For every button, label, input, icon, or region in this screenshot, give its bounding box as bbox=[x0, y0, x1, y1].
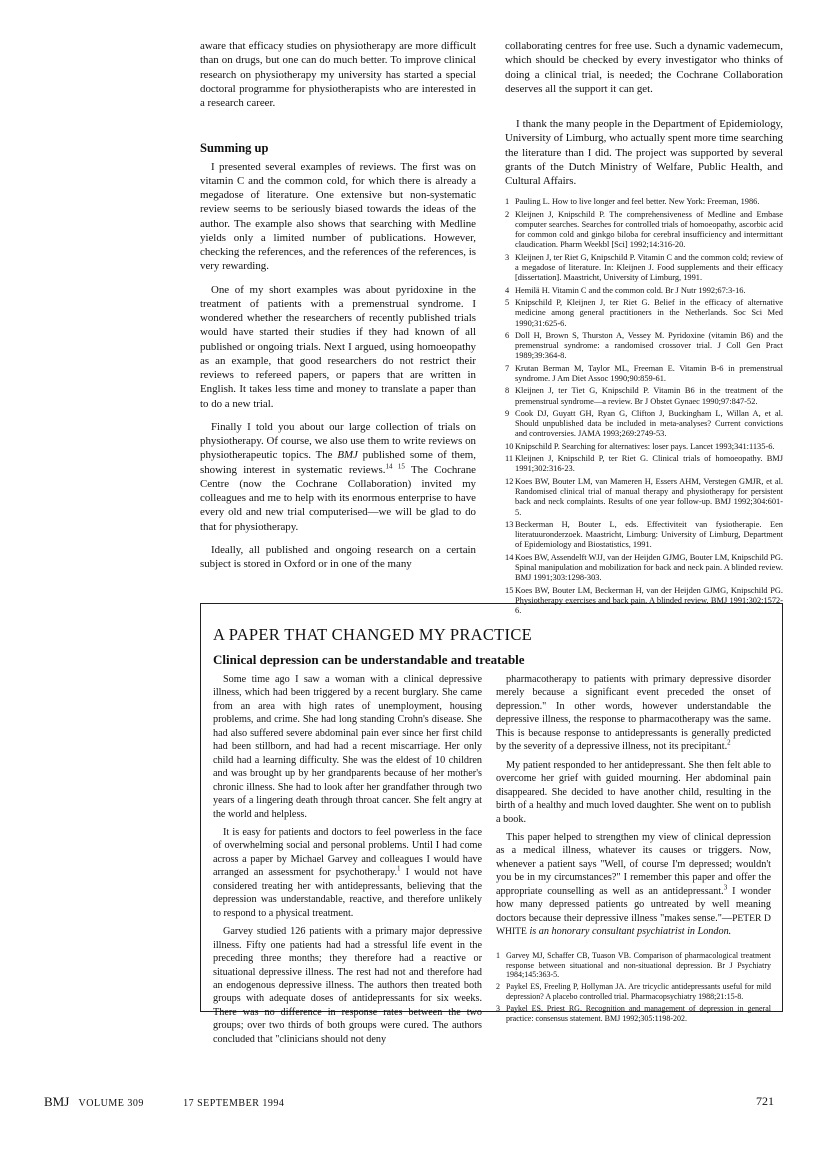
feature-right-column bbox=[496, 673, 771, 1026]
feature-paragraph-3: Garvey studied 126 patients with a primary major depressive illness. Fifty one patients had had a stressful life event in the preceding three months; they therefore had a reactive or situational depressive illness. The rest had not and therefore had an endogenous depressive illness. The authors then treated both groups with adequate doses of antidepressants for six weeks. There was no difference in response rates between the two groups; over two thirds of both groups were cured. The authors concluded that "clinicians should not deny bbox=[213, 926, 482, 1045]
feature-title: A PAPER THAT CHANGED MY PRACTICE bbox=[213, 625, 533, 644]
reference-item bbox=[505, 286, 783, 296]
reference-number: 1 bbox=[505, 197, 510, 207]
citation-superscript: 3 bbox=[723, 883, 728, 892]
reference-item bbox=[505, 364, 783, 385]
feature-paragraph-5: My patient responded to her antidepressant. She then felt able to overcome her grief with guided mourning. Her abdominal pain disappeared. She decided to have another child, resulting in the birth of a healthy and much loved daughter. She went on to publish a book. bbox=[496, 759, 771, 825]
reference-item bbox=[505, 197, 783, 207]
reference-item bbox=[505, 553, 783, 584]
reference-text: Pauling L. How to live longer and feel better. New York: Freeman, 1986. bbox=[515, 197, 760, 207]
paragraph-summing-up-2: One of my short examples was about pyridoxine in the treatment of patients with a premenstrual syndrome. I wondered whether the researchers of recently published trials would have started their studies if they had known of all published or ongoing trials. Next I argued, using homoeopathy as an example, that good researchers do not restrict their reviews to refereed papers, or papers that are written in English. It takes less time and money to translate a paper than to do a new trial. bbox=[200, 283, 476, 410]
feature-paragraph-6: This paper helped to strengthen my view of clinical depression as a medical illness, whatever its causes or triggers. Now, whenever a patient says "Well, of course I'm depressed; wouldn't you be in my circumstances?" I remember this paper and offer the appropriate counselling as well as an antidepressant.$^3$ I wonder how many depressed patients go untreated by well meaning doctors because their depressive illness "makes sense."—PETER D WHITE is an honorary consultant psychiatrist in London. bbox=[496, 831, 771, 938]
reference-number: 2 bbox=[496, 982, 500, 992]
reference-number: 3 bbox=[505, 252, 510, 262]
reference-text: Koes BW, Bouter LM, van Mameren H, Essers AHM, Verstegen GMJR, et al. Randomised clinical trial of manual therapy and physiotherapy for persistent back and neck complaints. Results of one year follow-up. BMJ 1992;304:601-5. bbox=[515, 476, 783, 517]
reference-number: 10 bbox=[505, 441, 514, 451]
paragraph-summing-up-4: Ideally, all published and ongoing research on a certain subject is stored in Oxford or in one of the many bbox=[200, 543, 476, 570]
reference-text: Kleijnen J, Knipschild P, ter Riet G. Clinical trials of homoeopathy. BMJ 1991;302:316-23. bbox=[515, 454, 783, 474]
citation-superscript: 1 bbox=[397, 864, 401, 873]
right-column bbox=[505, 39, 783, 619]
reference-text: Beckerman H, Bouter L, eds. Effectiviteit van fysiotherapie. Een literatuuronderzoek. Maastricht, Limburg: University of Limburg, Department of Epidemiology and Biostatistics, 1991. bbox=[515, 519, 783, 550]
reference-text: Garvey MJ, Schaffer CB, Tuason VB. Comparison of pharmacological treatment response between situational and non-situational depression. Br J Psychiatry 1984;145:363-5. bbox=[506, 950, 771, 980]
reference-text: Paykel ES, Freeling P, Hollyman JA. Are tricyclic antidepressants useful for mild depression? A placebo controlled trial. Pharmacopsychiatry 1988;21:15-8. bbox=[506, 982, 771, 1002]
feature-box bbox=[200, 603, 783, 1045]
reference-item bbox=[505, 386, 783, 407]
reference-text: Kleijnen J, Knipschild P. The comprehensiveness of Medline and Embase computer searches. Searches for controlled trials of homoeopathy, ascorbic acid for common cold and ginkgo biloba for cerebral insufficiency and intermittant claudication. Pharm Weekbl [Sci] 1992;14:316-20. bbox=[515, 209, 783, 250]
footer-date: 17 SEPTEMBER 1994 bbox=[183, 1098, 285, 1109]
author-description: is an honorary consultant psychiatrist in London. bbox=[526, 926, 732, 938]
reference-item bbox=[505, 409, 783, 440]
feature-paragraph-1: Some time ago I saw a woman with a clinical depressive illness, which had been triggered by a recent burglary. She came from an area with high rates of unemployment, housing problems, and crime. She had long standing Crohn's disease. She had also suffered severe abdominal pain ever since her first child had been stillborn, and had had a recent miscarriage. Her only child had a learning difficulty. She was the eldest of 10 children and was brought up by her grandparents because of her mother's chronic illness. She had to look after her grandfather through two years of a lingering death through throat cancer. She felt angry at the world and helpless. bbox=[213, 674, 482, 820]
reference-text: Doll H, Brown S, Thurston A, Vessey M. Pyridoxine (vitamin B6) and the premenstrual syndrome: a randomised crossover trial. J Coll Gen Pract 1989;39:364-8. bbox=[515, 330, 783, 361]
page-footer bbox=[44, 1094, 774, 1110]
reference-number: 7 bbox=[505, 363, 510, 373]
reference-text: Kleijnen J, ter Tiet G, Knipschild P. Vitamin B6 in the treatment of the premenstrual syndrome—a review. Br J Obstet Gynaec 1990;97:847-52. bbox=[515, 386, 783, 406]
acknowledgement-paragraph: I thank the many people in the Department of Epidemiology, University of Limburg, who actually spent more time searching the literature than I did. The project was supported by several grants of the Dutch Ministry of Welfare, Public Health, and Cultural Affairs. bbox=[505, 118, 783, 187]
journal-name: BMJ bbox=[337, 449, 358, 462]
reference-item bbox=[505, 331, 783, 362]
reference-number: 4 bbox=[505, 285, 510, 295]
reference-text: Hemilä H. Vitamin C and the common cold. Br J Nutr 1992;67:3-16. bbox=[515, 285, 746, 295]
section-heading-summing-up: Summing up bbox=[200, 141, 269, 156]
reference-item bbox=[505, 298, 783, 329]
reference-text: Paykel ES, Priest RG. Recognition and management of depression in general practice: consensus statement. BMJ 1992;305:1198-202. bbox=[506, 1004, 771, 1024]
feature-reference-list bbox=[496, 951, 771, 1024]
paragraph-summing-up-1: I presented several examples of reviews. The first was on vitamin C and the common cold, for which there is already a megadose of literature. One extensive but non-systematic review seems to be seriously biased towards the ideas of the author. The example also shows that searching with Medline yields only a limited number of publications. However, checking the references, and the references of the references, is very rewarding. bbox=[200, 160, 476, 273]
reference-number: 9 bbox=[505, 408, 510, 418]
feature-left-column bbox=[213, 673, 482, 1046]
reference-text: Krutan Berman M, Taylor ML, Freeman E. Vitamin B-6 in premenstrual syndrome. J Am Diet Assoc 1990;90:859-61. bbox=[515, 363, 783, 383]
reference-item bbox=[505, 454, 783, 475]
feature-paragraph-2: It is easy for patients and doctors to feel powerless in the face of overwhelming social and personal problems. Until I had come across a paper by Michael Garvey and colleagues I would have arranged an assessment for psychotherapy.$^1$ I would not have considered treating her with antidepressants, believing that the depression was understandable, reactive, and therefore unlikely to respond to a physical treatment. bbox=[213, 826, 482, 919]
reference-number: 3 bbox=[496, 1004, 500, 1014]
reference-number: 8 bbox=[505, 386, 510, 396]
citation-superscript: 14 15 bbox=[385, 461, 405, 470]
reference-number: 1 bbox=[496, 950, 500, 960]
reference-number: 11 bbox=[505, 454, 514, 464]
reference-item bbox=[505, 253, 783, 284]
reference-item bbox=[496, 982, 771, 1002]
footer-journal: BMJ bbox=[44, 1094, 70, 1109]
reference-number: 12 bbox=[505, 476, 514, 486]
reference-number: 13 bbox=[505, 519, 514, 529]
reference-text: Kleijnen J, ter Riet G, Knipschild P. Vitamin C and the common cold; review of a megadose of literature. In: Kleijnen J. Food supplements and their efficacy [dissertation]. Maastricht, University of Limburg, 1991. bbox=[515, 252, 783, 283]
reference-text: Knipschild P, Kleijnen J, ter Riet G. Belief in the efficacy of alternative medicine among general practitioners in the Netherlands. Soc Sci Med 1990;31:625-6. bbox=[515, 297, 783, 328]
reference-item bbox=[505, 442, 783, 452]
paragraph-summing-up-3: Finally I told you about our large collection of trials on physiotherapy. Of course, we also use them to write reviews on physiotherapeutic topics. The BMJ published some of them, showing interest in systematic reviews.$^{14 15}$ The Cochrane Centre (now the Cochrane Collaboration) invited my colleagues and me to help with its enormous enterprise to have every old and new trial computerised—we will be glad to do that for physiotherapy. bbox=[200, 420, 477, 533]
reference-text: Cook DJ, Guyatt GH, Ryan G, Clifton J, Buckingham L, Willan A, et al. Should unpublished data be included in meta-analyses? Current convictions and controversies. JAMA 1993;269:2749-53. bbox=[515, 408, 783, 439]
author-name: PETER D WHITE bbox=[496, 912, 771, 938]
citation-superscript: 2 bbox=[727, 738, 731, 747]
left-column bbox=[200, 39, 476, 571]
reference-item bbox=[496, 951, 771, 981]
reference-item bbox=[496, 1004, 771, 1024]
reference-number: 14 bbox=[505, 552, 514, 562]
reference-list bbox=[505, 197, 783, 616]
reference-number: 6 bbox=[505, 330, 510, 340]
intro-paragraph: aware that efficacy studies on physiotherapy are more difficult than on drugs, but one can do much better. To improve clinical research on physiotherapy my university has started a special doctoral programme for physiotherapists who are interested in a research career. bbox=[200, 40, 476, 109]
reference-item bbox=[505, 477, 783, 518]
reference-number: 2 bbox=[505, 209, 510, 219]
reference-item bbox=[505, 210, 783, 251]
continuation-paragraph: collaborating centres for free use. Such a dynamic vademecum, which should be checked by every investigator who thinks of doing a clinical trial, is needed; the Cochrane Collaboration deserves all the support it can get. bbox=[505, 40, 783, 95]
reference-number: 5 bbox=[505, 297, 510, 307]
feature-subtitle: Clinical depression can be understandable and treatable bbox=[213, 652, 525, 667]
reference-item bbox=[505, 520, 783, 551]
footer-volume: VOLUME 309 bbox=[78, 1098, 144, 1109]
reference-text: Koes BW, Bouter LM, Beckerman H, van der Heijden GJMG, Knipschild PG. Physiotherapy exercises and back pain. A blinded review. BMJ 1991;302:1572-6. bbox=[515, 585, 783, 616]
feature-paragraph-4: pharmacotherapy to patients with primary depressive disorder merely because a significant event preceded the onset of depression." In other words, however understandable the depressive illness, the response to pharmacotherapy was the same. This is because response to antidepressants is generally predicted by the severity of a depressive illness, not its precipitant.$^2$ bbox=[496, 674, 771, 753]
reference-number: 15 bbox=[505, 585, 514, 595]
footer-page-number: 721 bbox=[756, 1094, 774, 1108]
reference-text: Knipschild P. Searching for alternatives: loser pays. Lancet 1993;341:1135-6. bbox=[515, 441, 775, 451]
reference-text: Koes BW, Assendelft WJJ, van der Heijden GJMG, Bouter LM, Knipschild PG. Spinal manipulation and mobilization for back and neck pain. A blinded review. BMJ 1991;303:1298-303. bbox=[515, 552, 783, 583]
